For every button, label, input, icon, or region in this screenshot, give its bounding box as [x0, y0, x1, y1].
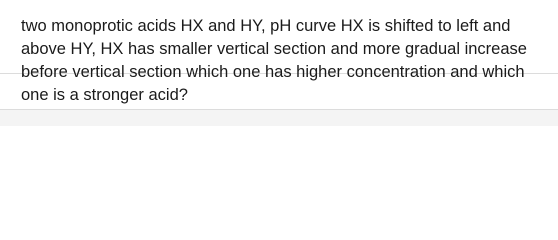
question-text: two monoprotic acids HX and HY, pH curve HX is shifted to left and above HY, HX has smaller vertical section and more gradual increase before vertical section which one has higher concentration and which one is a stronger acid? [21, 17, 527, 104]
bottom-band [0, 110, 558, 126]
